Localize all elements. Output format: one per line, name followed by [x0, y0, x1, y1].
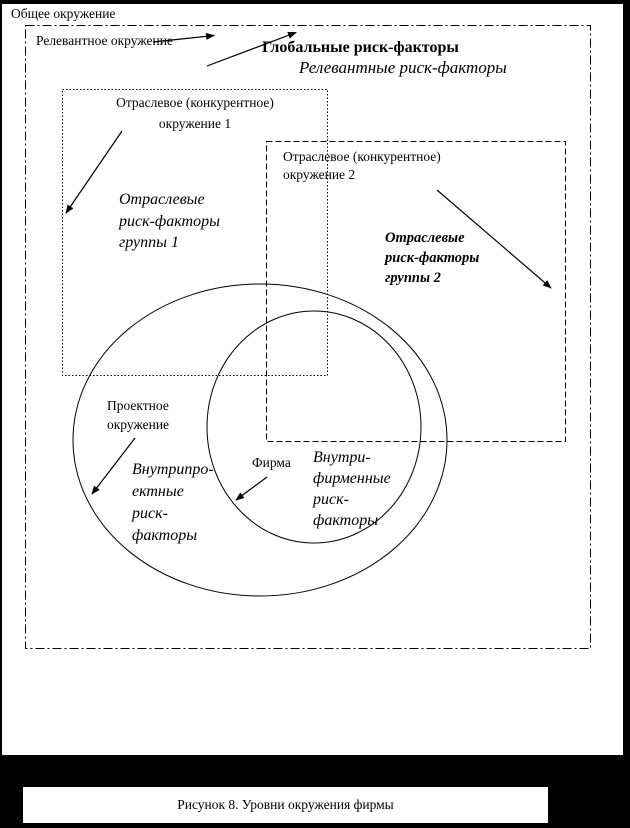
global-risk-factors-label: Глобальные риск-факторы — [262, 39, 459, 56]
industry-2-risk-line3: группы 2 — [385, 270, 441, 286]
industry-1-risk-factors-label — [119, 189, 220, 254]
project-label-line1: Проектное — [107, 398, 169, 413]
figure-caption-box — [23, 787, 548, 823]
industry-1-risk-line2: риск-факторы — [119, 212, 220, 230]
figure-caption-text: Рисунок 8. Уровни окружения фирмы — [177, 797, 394, 812]
project-risk-line1: Внутрипро- — [132, 461, 214, 478]
industry-2-risk-line2: риск-факторы — [385, 250, 480, 266]
project-risk-line3: риск- — [132, 505, 168, 522]
project-environment-label — [107, 396, 169, 434]
firm-risk-line3: риск- — [313, 491, 349, 508]
project-environment-ellipse — [73, 284, 447, 596]
firm-risk-line1: Внутри- — [313, 449, 371, 466]
industry-environment-2-box — [267, 142, 566, 442]
industry-1-title-line2: окружение 1 — [158, 116, 232, 131]
industry-2-title-line2: окружение 2 — [283, 167, 356, 182]
relevant-risk-factors-label: Релевантные риск-факторы — [299, 58, 507, 77]
industry-2-risk-factors-label — [385, 228, 479, 288]
industry-1-title-line1: Отраслевое (конкурентное) — [116, 95, 274, 110]
industry-1-risk-line1: Отраслевые — [119, 191, 205, 208]
industry-1-risk-line3: группы 1 — [119, 234, 179, 251]
arrow-industry-1 — [66, 131, 122, 213]
firm-label: Фирма — [252, 455, 291, 470]
project-label-line2: окружение — [107, 417, 170, 432]
relevant-environment-label: Релевантное окружение — [36, 33, 173, 48]
project-risk-line2: ектные — [132, 483, 184, 500]
project-risk-line4: факторы — [132, 527, 198, 544]
firm-risk-factors-label — [313, 447, 391, 531]
arrow-project — [92, 438, 135, 494]
general-environment-label: Общее окружение — [11, 6, 116, 21]
project-risk-factors-label — [132, 459, 214, 547]
firm-risk-line4: факторы — [313, 512, 379, 529]
arrow-firm — [236, 477, 267, 500]
industry-2-risk-line1: Отраслевые — [385, 230, 465, 246]
firm-risk-line2: фирменные — [313, 470, 391, 487]
industry-2-title-line1: Отраслевое (конкурентное) — [283, 149, 441, 164]
